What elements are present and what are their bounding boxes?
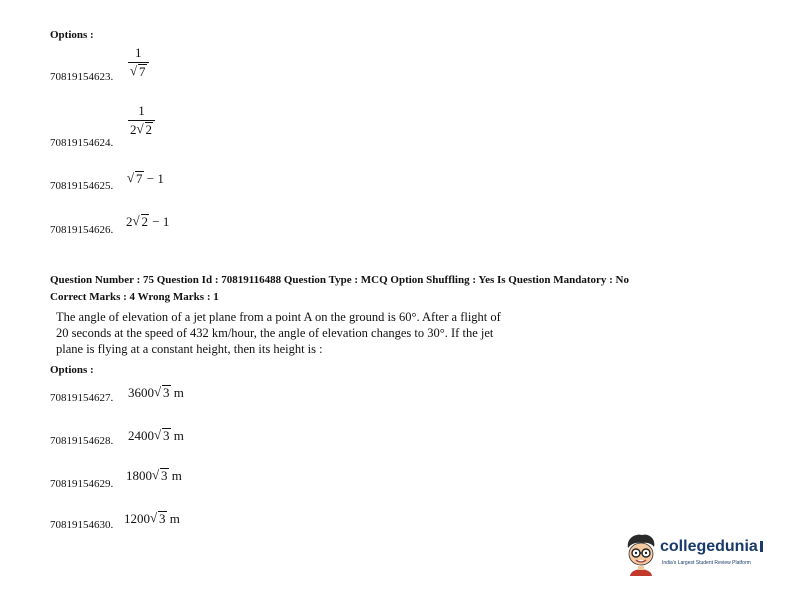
- option-id: 70819154625.: [50, 180, 114, 192]
- brand-tagline: India's Largest Student Review Platform: [662, 560, 751, 566]
- unit: m: [166, 511, 180, 526]
- option-math: [124, 511, 180, 527]
- unit: m: [170, 428, 184, 443]
- option-id: 70819154623.: [50, 71, 114, 83]
- radicand: 3: [163, 385, 170, 400]
- option-id: 70819154626.: [50, 224, 114, 236]
- coef: 2: [130, 122, 137, 137]
- coef: 2400: [128, 428, 154, 443]
- mascot-icon: [622, 532, 660, 578]
- radical: √ 2: [136, 121, 152, 137]
- radical: √ 3: [154, 427, 170, 443]
- fraction-numerator: 1: [138, 103, 145, 118]
- option-id: 70819154628.: [50, 435, 114, 447]
- unit: m: [170, 385, 184, 400]
- fraction-numerator: 1: [135, 45, 142, 60]
- question-text-line: The angle of elevation of a jet plane from a point A on the ground is 60°. After a flight of: [56, 310, 501, 324]
- question-text-line: 20 seconds at the speed of 432 km/hour, the angle of elevation changes to 30°. If the jet: [56, 326, 494, 340]
- coef: 2: [126, 214, 133, 229]
- option-id: 70819154627.: [50, 392, 114, 404]
- brand-text: collegedunia: [660, 538, 758, 555]
- coef: 1800: [126, 468, 152, 483]
- option-math: [126, 214, 169, 230]
- option-math: [128, 45, 149, 80]
- coef: 1200: [124, 511, 150, 526]
- radicand: 3: [163, 428, 170, 443]
- options-label: Options :: [50, 29, 94, 41]
- question-header: Question Number : 75 Question Id : 70819116488 Question Type : MCQ Option Shuffling : Yes Is Question Mandatory : No: [50, 274, 629, 286]
- radical: √ 7: [130, 63, 146, 79]
- radical: √ 3: [154, 384, 170, 400]
- radical: √ 7: [127, 170, 143, 186]
- radicand: 2: [145, 122, 152, 137]
- brand-bar: [760, 541, 763, 552]
- radicand: 3: [161, 468, 168, 483]
- options-label: Options :: [50, 364, 94, 376]
- radical: √ 2: [132, 213, 148, 229]
- option-math: [127, 171, 164, 187]
- option-id: 70819154630.: [50, 519, 114, 531]
- marks-line: Correct Marks : 4 Wrong Marks : 1: [50, 291, 219, 303]
- coef: 3600: [128, 385, 154, 400]
- radicand: 3: [159, 511, 166, 526]
- option-math: [126, 468, 182, 484]
- radicand: 2: [141, 214, 148, 229]
- unit: m: [168, 468, 182, 483]
- option-id: 70819154624.: [50, 137, 114, 149]
- tail: − 1: [149, 214, 170, 229]
- question-text: [56, 309, 501, 357]
- option-math: [128, 385, 184, 401]
- collegedunia-logo: [622, 532, 772, 580]
- tail: − 1: [143, 171, 164, 186]
- radical: √ 3: [152, 467, 168, 483]
- radical: √ 3: [150, 510, 166, 526]
- radicand: 7: [139, 64, 146, 79]
- option-math: [128, 103, 155, 138]
- question-text-line: plane is flying at a constant height, then its height is :: [56, 342, 323, 356]
- option-math: [128, 428, 184, 444]
- brand-name: [660, 538, 763, 556]
- radicand: 7: [136, 171, 143, 186]
- option-id: 70819154629.: [50, 478, 114, 490]
